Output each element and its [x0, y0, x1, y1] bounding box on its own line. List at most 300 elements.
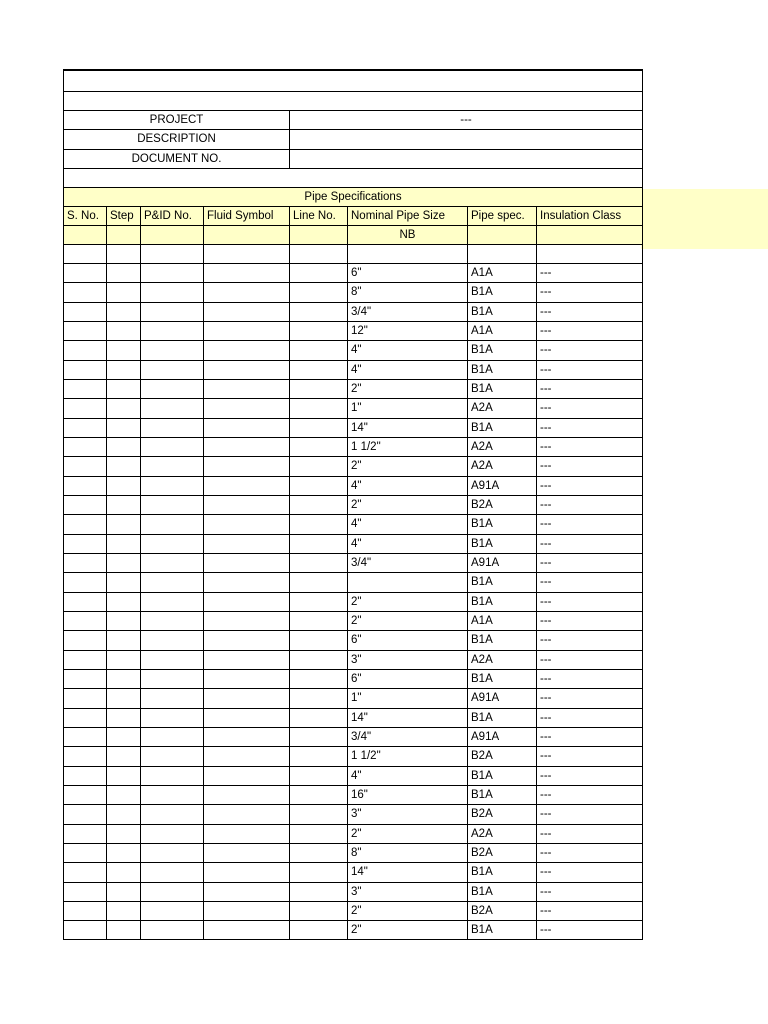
insulation-cell[interactable]: --- — [537, 476, 643, 495]
insulation-cell[interactable]: --- — [537, 921, 643, 940]
insulation-cell[interactable]: --- — [537, 341, 643, 360]
nps-cell[interactable]: 6" — [348, 631, 468, 650]
nps-unit[interactable]: NB — [348, 226, 468, 245]
project-value[interactable]: --- — [290, 110, 643, 130]
step-cell[interactable] — [107, 708, 141, 727]
sno-cell[interactable] — [64, 399, 107, 418]
step-cell[interactable] — [107, 457, 141, 476]
sno-cell[interactable] — [64, 650, 107, 669]
line-cell[interactable] — [290, 843, 348, 862]
nps-cell[interactable]: 2" — [348, 457, 468, 476]
pid-cell[interactable] — [141, 631, 204, 650]
nps-cell[interactable]: 1" — [348, 689, 468, 708]
sno-cell[interactable] — [64, 921, 107, 940]
nps-cell[interactable]: 3/4" — [348, 727, 468, 746]
insulation-cell[interactable]: --- — [537, 379, 643, 398]
sno-cell[interactable] — [64, 708, 107, 727]
sno-cell[interactable] — [64, 785, 107, 804]
pid-cell[interactable] — [141, 379, 204, 398]
fluid-cell[interactable] — [204, 843, 290, 862]
line-cell[interactable] — [290, 418, 348, 437]
cell[interactable] — [64, 245, 107, 264]
insulation-cell[interactable]: --- — [537, 689, 643, 708]
nps-cell[interactable]: 4" — [348, 476, 468, 495]
sno-cell[interactable] — [64, 824, 107, 843]
step-cell[interactable] — [107, 843, 141, 862]
insulation-cell[interactable]: --- — [537, 283, 643, 302]
line-cell[interactable] — [290, 341, 348, 360]
sno-cell[interactable] — [64, 457, 107, 476]
pid-cell[interactable] — [141, 785, 204, 804]
line-cell[interactable] — [290, 321, 348, 340]
pid-cell[interactable] — [141, 863, 204, 882]
spec-cell[interactable]: A91A — [468, 727, 537, 746]
step-cell[interactable] — [107, 341, 141, 360]
col-header-insulation[interactable]: Insulation Class — [537, 207, 643, 226]
pid-cell[interactable] — [141, 708, 204, 727]
line-cell[interactable] — [290, 727, 348, 746]
step-cell[interactable] — [107, 650, 141, 669]
col-header-sno[interactable]: S. No. — [64, 207, 107, 226]
nps-cell[interactable]: 14" — [348, 863, 468, 882]
fluid-cell[interactable] — [204, 747, 290, 766]
col-header-step[interactable]: Step — [107, 207, 141, 226]
cell[interactable] — [468, 245, 537, 264]
description-label[interactable]: DESCRIPTION — [64, 130, 290, 150]
spec-cell[interactable]: B1A — [468, 534, 537, 553]
pid-cell[interactable] — [141, 437, 204, 456]
cell[interactable] — [204, 245, 290, 264]
line-cell[interactable] — [290, 457, 348, 476]
fluid-cell[interactable] — [204, 921, 290, 940]
sno-cell[interactable] — [64, 553, 107, 572]
insulation-cell[interactable]: --- — [537, 669, 643, 688]
fluid-cell[interactable] — [204, 592, 290, 611]
nps-cell[interactable]: 3" — [348, 882, 468, 901]
line-cell[interactable] — [290, 495, 348, 514]
nps-cell[interactable]: 4" — [348, 534, 468, 553]
pid-cell[interactable] — [141, 669, 204, 688]
insulation-cell[interactable]: --- — [537, 650, 643, 669]
fluid-cell[interactable] — [204, 689, 290, 708]
fluid-cell[interactable] — [204, 785, 290, 804]
spec-cell[interactable]: B1A — [468, 921, 537, 940]
spec-cell[interactable]: B1A — [468, 283, 537, 302]
fluid-cell[interactable] — [204, 302, 290, 321]
sno-cell[interactable] — [64, 476, 107, 495]
line-cell[interactable] — [290, 766, 348, 785]
pid-cell[interactable] — [141, 264, 204, 283]
nps-cell[interactable]: 3/4" — [348, 553, 468, 572]
step-cell[interactable] — [107, 611, 141, 630]
description-value[interactable] — [290, 130, 643, 150]
fluid-cell[interactable] — [204, 863, 290, 882]
pid-cell[interactable] — [141, 921, 204, 940]
spec-cell[interactable]: A91A — [468, 689, 537, 708]
insulation-cell[interactable]: --- — [537, 727, 643, 746]
sno-cell[interactable] — [64, 669, 107, 688]
line-cell[interactable] — [290, 379, 348, 398]
fluid-cell[interactable] — [204, 553, 290, 572]
spec-cell[interactable]: B1A — [468, 785, 537, 804]
fluid-cell[interactable] — [204, 611, 290, 630]
insulation-cell[interactable]: --- — [537, 534, 643, 553]
step-cell[interactable] — [107, 283, 141, 302]
fluid-cell[interactable] — [204, 708, 290, 727]
step-cell[interactable] — [107, 592, 141, 611]
nps-cell[interactable]: 2" — [348, 824, 468, 843]
line-cell[interactable] — [290, 863, 348, 882]
insulation-cell[interactable]: --- — [537, 360, 643, 379]
step-cell[interactable] — [107, 553, 141, 572]
pid-cell[interactable] — [141, 476, 204, 495]
pid-cell[interactable] — [141, 360, 204, 379]
spec-cell[interactable]: A1A — [468, 321, 537, 340]
fluid-cell[interactable] — [204, 727, 290, 746]
unit-cell[interactable] — [107, 226, 141, 245]
step-cell[interactable] — [107, 321, 141, 340]
spec-cell[interactable]: B1A — [468, 708, 537, 727]
line-cell[interactable] — [290, 785, 348, 804]
step-cell[interactable] — [107, 437, 141, 456]
step-cell[interactable] — [107, 805, 141, 824]
step-cell[interactable] — [107, 727, 141, 746]
line-cell[interactable] — [290, 534, 348, 553]
spec-cell[interactable]: B2A — [468, 747, 537, 766]
insulation-cell[interactable]: --- — [537, 592, 643, 611]
fluid-cell[interactable] — [204, 901, 290, 920]
fluid-cell[interactable] — [204, 360, 290, 379]
spec-cell[interactable]: B1A — [468, 302, 537, 321]
nps-cell[interactable]: 2" — [348, 379, 468, 398]
spec-cell[interactable]: B2A — [468, 495, 537, 514]
spec-cell[interactable]: B1A — [468, 882, 537, 901]
step-cell[interactable] — [107, 882, 141, 901]
line-cell[interactable] — [290, 553, 348, 572]
sno-cell[interactable] — [64, 882, 107, 901]
step-cell[interactable] — [107, 921, 141, 940]
sno-cell[interactable] — [64, 611, 107, 630]
spec-cell[interactable]: A2A — [468, 650, 537, 669]
pid-cell[interactable] — [141, 515, 204, 534]
nps-cell[interactable]: 4" — [348, 766, 468, 785]
fluid-cell[interactable] — [204, 766, 290, 785]
pid-cell[interactable] — [141, 321, 204, 340]
col-header-fluid[interactable]: Fluid Symbol — [204, 207, 290, 226]
pid-cell[interactable] — [141, 418, 204, 437]
pid-cell[interactable] — [141, 399, 204, 418]
step-cell[interactable] — [107, 901, 141, 920]
insulation-cell[interactable]: --- — [537, 766, 643, 785]
fluid-cell[interactable] — [204, 283, 290, 302]
spec-cell[interactable]: B1A — [468, 631, 537, 650]
nps-cell[interactable]: 2" — [348, 592, 468, 611]
spec-cell[interactable]: B1A — [468, 379, 537, 398]
step-cell[interactable] — [107, 515, 141, 534]
pid-cell[interactable] — [141, 553, 204, 572]
spacer-cell[interactable] — [64, 169, 643, 188]
fluid-cell[interactable] — [204, 534, 290, 553]
nps-cell[interactable]: 12" — [348, 321, 468, 340]
step-cell[interactable] — [107, 766, 141, 785]
cell[interactable] — [107, 245, 141, 264]
pid-cell[interactable] — [141, 457, 204, 476]
nps-cell[interactable]: 6" — [348, 264, 468, 283]
spec-cell[interactable]: A91A — [468, 476, 537, 495]
insulation-cell[interactable]: --- — [537, 805, 643, 824]
sno-cell[interactable] — [64, 805, 107, 824]
spec-cell[interactable]: B1A — [468, 418, 537, 437]
step-cell[interactable] — [107, 785, 141, 804]
step-cell[interactable] — [107, 747, 141, 766]
nps-cell[interactable]: 1" — [348, 399, 468, 418]
cell[interactable] — [537, 245, 643, 264]
step-cell[interactable] — [107, 824, 141, 843]
line-cell[interactable] — [290, 669, 348, 688]
step-cell[interactable] — [107, 689, 141, 708]
nps-cell[interactable]: 1 1/2" — [348, 437, 468, 456]
pid-cell[interactable] — [141, 882, 204, 901]
fluid-cell[interactable] — [204, 882, 290, 901]
sno-cell[interactable] — [64, 631, 107, 650]
unit-cell[interactable] — [141, 226, 204, 245]
line-cell[interactable] — [290, 360, 348, 379]
spec-cell[interactable]: A2A — [468, 437, 537, 456]
insulation-cell[interactable]: --- — [537, 882, 643, 901]
pid-cell[interactable] — [141, 534, 204, 553]
sno-cell[interactable] — [64, 495, 107, 514]
insulation-cell[interactable]: --- — [537, 553, 643, 572]
col-header-spec[interactable]: Pipe spec. — [468, 207, 537, 226]
fluid-cell[interactable] — [204, 669, 290, 688]
unit-cell[interactable] — [468, 226, 537, 245]
spec-cell[interactable]: B1A — [468, 863, 537, 882]
cell[interactable] — [141, 245, 204, 264]
sno-cell[interactable] — [64, 283, 107, 302]
fluid-cell[interactable] — [204, 321, 290, 340]
insulation-cell[interactable]: --- — [537, 399, 643, 418]
sno-cell[interactable] — [64, 437, 107, 456]
spec-cell[interactable]: B2A — [468, 901, 537, 920]
fluid-cell[interactable] — [204, 379, 290, 398]
sno-cell[interactable] — [64, 515, 107, 534]
spec-cell[interactable]: A1A — [468, 264, 537, 283]
step-cell[interactable] — [107, 399, 141, 418]
fluid-cell[interactable] — [204, 341, 290, 360]
fluid-cell[interactable] — [204, 515, 290, 534]
sno-cell[interactable] — [64, 321, 107, 340]
step-cell[interactable] — [107, 669, 141, 688]
step-cell[interactable] — [107, 631, 141, 650]
sno-cell[interactable] — [64, 418, 107, 437]
spec-cell[interactable]: A91A — [468, 553, 537, 572]
nps-cell[interactable]: 4" — [348, 515, 468, 534]
line-cell[interactable] — [290, 747, 348, 766]
cell[interactable] — [290, 245, 348, 264]
insulation-cell[interactable]: --- — [537, 708, 643, 727]
sno-cell[interactable] — [64, 747, 107, 766]
nps-cell[interactable] — [348, 573, 468, 592]
nps-cell[interactable]: 2" — [348, 495, 468, 514]
pid-cell[interactable] — [141, 747, 204, 766]
unit-cell[interactable] — [537, 226, 643, 245]
pid-cell[interactable] — [141, 727, 204, 746]
pid-cell[interactable] — [141, 650, 204, 669]
nps-cell[interactable]: 2" — [348, 921, 468, 940]
fluid-cell[interactable] — [204, 457, 290, 476]
pid-cell[interactable] — [141, 592, 204, 611]
line-cell[interactable] — [290, 824, 348, 843]
nps-cell[interactable]: 14" — [348, 708, 468, 727]
fluid-cell[interactable] — [204, 418, 290, 437]
nps-cell[interactable]: 3/4" — [348, 302, 468, 321]
section-title[interactable]: Pipe Specifications — [64, 188, 643, 207]
spec-cell[interactable]: B1A — [468, 341, 537, 360]
pid-cell[interactable] — [141, 901, 204, 920]
nps-cell[interactable]: 6" — [348, 669, 468, 688]
col-header-line[interactable]: Line No. — [290, 207, 348, 226]
insulation-cell[interactable]: --- — [537, 863, 643, 882]
insulation-cell[interactable]: --- — [537, 437, 643, 456]
pid-cell[interactable] — [141, 283, 204, 302]
line-cell[interactable] — [290, 631, 348, 650]
nps-cell[interactable]: 16" — [348, 785, 468, 804]
step-cell[interactable] — [107, 573, 141, 592]
project-label[interactable]: PROJECT — [64, 110, 290, 130]
nps-cell[interactable]: 8" — [348, 843, 468, 862]
step-cell[interactable] — [107, 302, 141, 321]
spec-cell[interactable]: B1A — [468, 573, 537, 592]
pid-cell[interactable] — [141, 766, 204, 785]
line-cell[interactable] — [290, 399, 348, 418]
line-cell[interactable] — [290, 264, 348, 283]
spec-cell[interactable]: B1A — [468, 515, 537, 534]
pid-cell[interactable] — [141, 495, 204, 514]
pid-cell[interactable] — [141, 341, 204, 360]
unit-cell[interactable] — [204, 226, 290, 245]
insulation-cell[interactable]: --- — [537, 843, 643, 862]
unit-cell[interactable] — [290, 226, 348, 245]
line-cell[interactable] — [290, 882, 348, 901]
pid-cell[interactable] — [141, 689, 204, 708]
step-cell[interactable] — [107, 360, 141, 379]
insulation-cell[interactable]: --- — [537, 901, 643, 920]
insulation-cell[interactable]: --- — [537, 824, 643, 843]
spec-cell[interactable]: B2A — [468, 805, 537, 824]
spec-cell[interactable]: B1A — [468, 592, 537, 611]
sno-cell[interactable] — [64, 264, 107, 283]
line-cell[interactable] — [290, 921, 348, 940]
step-cell[interactable] — [107, 863, 141, 882]
nps-cell[interactable]: 3" — [348, 650, 468, 669]
spec-cell[interactable]: A1A — [468, 611, 537, 630]
fluid-cell[interactable] — [204, 399, 290, 418]
insulation-cell[interactable]: --- — [537, 418, 643, 437]
step-cell[interactable] — [107, 379, 141, 398]
document-label[interactable]: DOCUMENT NO. — [64, 149, 290, 169]
insulation-cell[interactable]: --- — [537, 264, 643, 283]
nps-cell[interactable]: 14" — [348, 418, 468, 437]
insulation-cell[interactable]: --- — [537, 573, 643, 592]
step-cell[interactable] — [107, 264, 141, 283]
sno-cell[interactable] — [64, 727, 107, 746]
line-cell[interactable] — [290, 437, 348, 456]
spec-cell[interactable]: A2A — [468, 399, 537, 418]
step-cell[interactable] — [107, 476, 141, 495]
fluid-cell[interactable] — [204, 476, 290, 495]
nps-cell[interactable]: 1 1/2" — [348, 747, 468, 766]
insulation-cell[interactable]: --- — [537, 631, 643, 650]
pid-cell[interactable] — [141, 824, 204, 843]
insulation-cell[interactable]: --- — [537, 495, 643, 514]
line-cell[interactable] — [290, 302, 348, 321]
sno-cell[interactable] — [64, 302, 107, 321]
line-cell[interactable] — [290, 515, 348, 534]
spec-cell[interactable]: A2A — [468, 824, 537, 843]
nps-cell[interactable]: 4" — [348, 360, 468, 379]
fluid-cell[interactable] — [204, 573, 290, 592]
insulation-cell[interactable]: --- — [537, 457, 643, 476]
line-cell[interactable] — [290, 573, 348, 592]
sno-cell[interactable] — [64, 341, 107, 360]
line-cell[interactable] — [290, 283, 348, 302]
step-cell[interactable] — [107, 534, 141, 553]
sno-cell[interactable] — [64, 573, 107, 592]
sno-cell[interactable] — [64, 901, 107, 920]
pid-cell[interactable] — [141, 843, 204, 862]
sno-cell[interactable] — [64, 379, 107, 398]
document-value[interactable] — [290, 149, 643, 169]
insulation-cell[interactable]: --- — [537, 785, 643, 804]
sno-cell[interactable] — [64, 689, 107, 708]
line-cell[interactable] — [290, 611, 348, 630]
insulation-cell[interactable]: --- — [537, 611, 643, 630]
fluid-cell[interactable] — [204, 824, 290, 843]
line-cell[interactable] — [290, 805, 348, 824]
step-cell[interactable] — [107, 495, 141, 514]
sno-cell[interactable] — [64, 360, 107, 379]
spec-cell[interactable]: B1A — [468, 360, 537, 379]
fluid-cell[interactable] — [204, 805, 290, 824]
line-cell[interactable] — [290, 708, 348, 727]
spec-cell[interactable]: B2A — [468, 843, 537, 862]
line-cell[interactable] — [290, 650, 348, 669]
pid-cell[interactable] — [141, 302, 204, 321]
sno-cell[interactable] — [64, 534, 107, 553]
fluid-cell[interactable] — [204, 631, 290, 650]
pid-cell[interactable] — [141, 573, 204, 592]
insulation-cell[interactable]: --- — [537, 302, 643, 321]
line-cell[interactable] — [290, 689, 348, 708]
step-cell[interactable] — [107, 418, 141, 437]
col-header-nps[interactable]: Nominal Pipe Size — [348, 207, 468, 226]
nps-cell[interactable]: 2" — [348, 901, 468, 920]
fluid-cell[interactable] — [204, 650, 290, 669]
sno-cell[interactable] — [64, 766, 107, 785]
fluid-cell[interactable] — [204, 495, 290, 514]
sno-cell[interactable] — [64, 592, 107, 611]
line-cell[interactable] — [290, 476, 348, 495]
unit-cell[interactable] — [64, 226, 107, 245]
pid-cell[interactable] — [141, 611, 204, 630]
nps-cell[interactable]: 2" — [348, 611, 468, 630]
col-header-pid[interactable]: P&ID No. — [141, 207, 204, 226]
sno-cell[interactable] — [64, 843, 107, 862]
insulation-cell[interactable]: --- — [537, 321, 643, 340]
nps-cell[interactable]: 4" — [348, 341, 468, 360]
insulation-cell[interactable]: --- — [537, 747, 643, 766]
sno-cell[interactable] — [64, 863, 107, 882]
